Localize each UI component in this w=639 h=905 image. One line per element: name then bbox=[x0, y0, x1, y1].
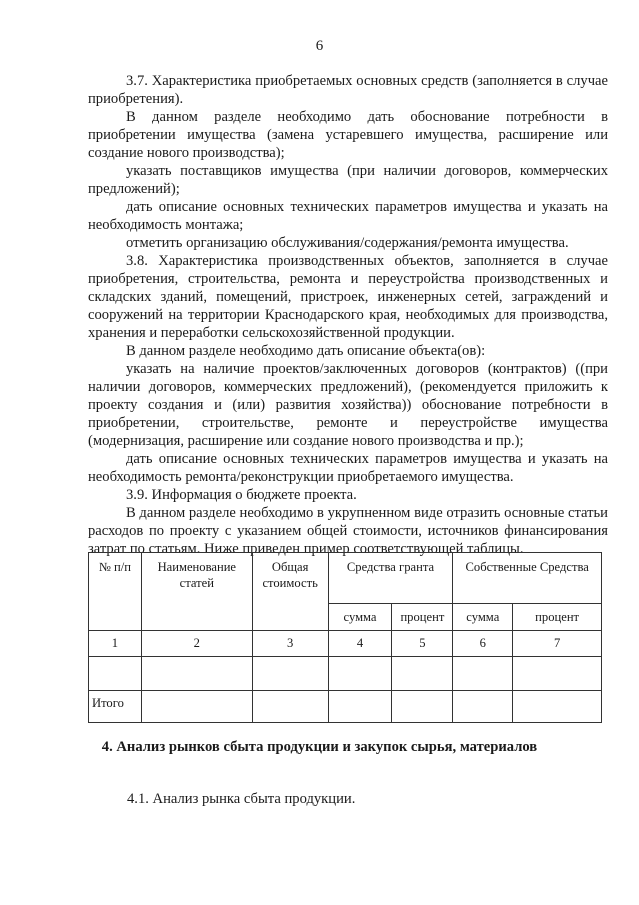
section-title: 4. Анализ рынков сбыта продукции и закупок сырья, материалов bbox=[101, 739, 538, 755]
table-row-column-numbers bbox=[89, 631, 602, 657]
table-cell bbox=[392, 691, 453, 723]
table-cell bbox=[252, 691, 328, 723]
table-cell bbox=[328, 691, 392, 723]
table-cell bbox=[89, 657, 142, 691]
column-number: 5 bbox=[392, 631, 453, 657]
body-text bbox=[88, 72, 608, 558]
header-own-percent: процент bbox=[513, 604, 602, 631]
column-number: 2 bbox=[141, 631, 252, 657]
column-number: 7 bbox=[513, 631, 602, 657]
paragraph: указать на наличие проектов/заключенных договоров (контрактов) ((при наличии договоров, коммерческих предложений), (рекомендуется приложить к проекту создания и (или) развития хозяйства)) обоснование потребности в приобретении, строительстве, ремонте и переустройстве имущества (модернизация, расширение или создание нового производства и пр.); bbox=[88, 361, 608, 449]
header-grant-funds: Средства гранта bbox=[328, 553, 453, 604]
paragraph: отметить организацию обслуживания/содержания/ремонта имущества. bbox=[126, 235, 569, 251]
paragraph-3-9: 3.9. Информация о бюджете проекта. bbox=[126, 487, 357, 503]
paragraph: дать описание основных технических параметров имущества и указать на необходимость ремонта/реконструкции приобретаемого имущества. bbox=[88, 451, 608, 485]
table-cell bbox=[141, 691, 252, 723]
table-header-row bbox=[89, 553, 602, 604]
header-grant-amount: сумма bbox=[328, 604, 392, 631]
paragraph: дать описание основных технических параметров имущества и указать на необходимость монтажа; bbox=[88, 199, 608, 233]
table-row-empty bbox=[89, 657, 602, 691]
budget-table bbox=[88, 552, 602, 723]
table-row-total bbox=[89, 691, 602, 723]
paragraph: В данном разделе необходимо дать обоснование потребности в приобретении имущества (замена устаревшего имущества, расширение или создание нового производства); bbox=[88, 109, 608, 161]
table-cell bbox=[392, 657, 453, 691]
header-total-cost: Общая стоимость bbox=[252, 553, 328, 631]
table-cell bbox=[513, 657, 602, 691]
page-number: 6 bbox=[315, 38, 324, 54]
table-cell bbox=[513, 691, 602, 723]
header-grant-percent: процент bbox=[392, 604, 453, 631]
header-own-amount: сумма bbox=[453, 604, 513, 631]
table-cell bbox=[328, 657, 392, 691]
column-number: 6 bbox=[453, 631, 513, 657]
paragraph: указать поставщиков имущества (при наличии договоров, коммерческих предложений); bbox=[88, 163, 608, 197]
header-number: № п/п bbox=[89, 553, 142, 631]
table-cell bbox=[141, 657, 252, 691]
paragraph: В данном разделе необходимо дать описание объекта(ов): bbox=[126, 343, 486, 359]
total-label: Итого bbox=[89, 691, 142, 723]
table-cell bbox=[252, 657, 328, 691]
paragraph-3-8: 3.8. Характеристика производственных объектов, заполняется в случае приобретения, строительства, ремонта и переустройства производственных и складских зданий, помещений, пристроек, инженерных сетей, заграждений и сооружений на территории Краснодарского края, необходимых для производства, хранения и переработки сельскохозяйственной продукции. bbox=[88, 253, 608, 341]
table-cell bbox=[453, 691, 513, 723]
header-item-name: Наименование статей bbox=[141, 553, 252, 631]
header-own-funds: Собственные Средства bbox=[453, 553, 602, 604]
subsection-title: 4.1. Анализ рынка сбыта продукции. bbox=[127, 791, 356, 807]
column-number: 3 bbox=[252, 631, 328, 657]
paragraph: В данном разделе необходимо в укрупненном виде отразить основные статьи расходов по проекту с указанием общей стоимости, источников финансирования затрат по статьям. Ниже приведен пример соответствующей таблицы. bbox=[88, 505, 608, 557]
column-number: 4 bbox=[328, 631, 392, 657]
column-number: 1 bbox=[89, 631, 142, 657]
paragraph-3-7: 3.7. Характеристика приобретаемых основных средств (заполняется в случае приобретения). bbox=[88, 73, 608, 107]
table-cell bbox=[453, 657, 513, 691]
